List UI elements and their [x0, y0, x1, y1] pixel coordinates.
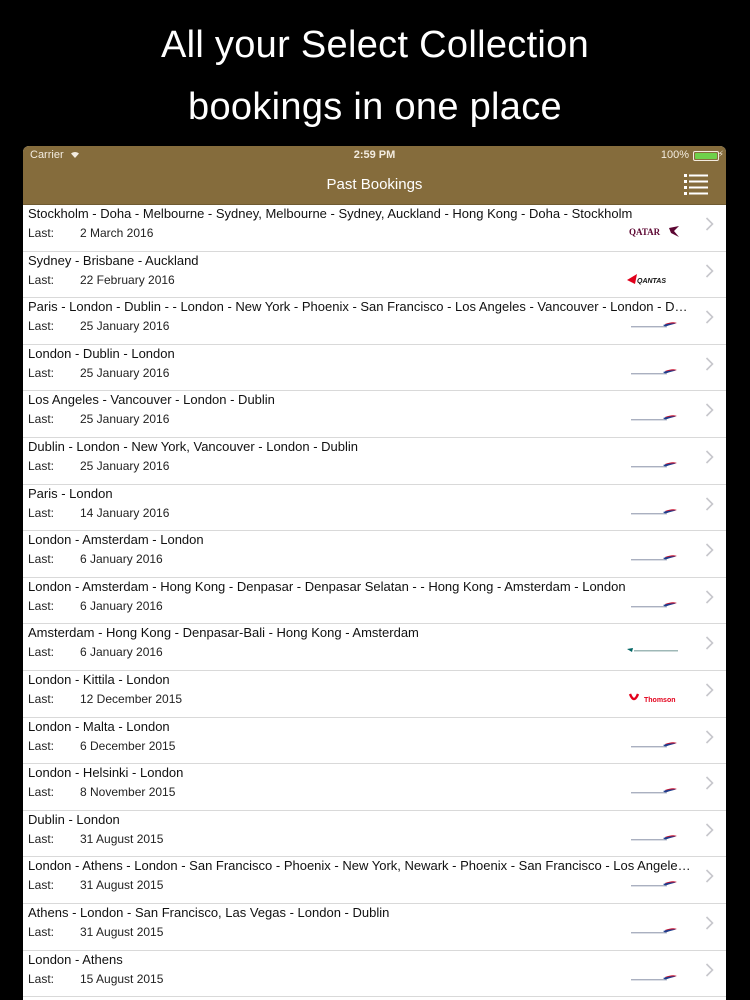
british-airways-logo-icon [627, 738, 681, 752]
booking-date: 6 January 2016 [80, 645, 163, 660]
page-title: Past Bookings [326, 176, 423, 193]
status-bar [23, 146, 726, 165]
booking-row[interactable] [23, 252, 726, 299]
carrier-text: Carrier [30, 149, 64, 161]
british-airways-logo-icon [627, 551, 681, 565]
booking-last-date [28, 273, 175, 287]
british-airways-logo-icon [627, 458, 681, 472]
booking-row[interactable] [23, 485, 726, 532]
booking-route: Paris - London [28, 485, 113, 501]
booking-route: Sydney - Brisbane - Auckland [28, 252, 199, 268]
promo-headline-line2: bookings in one place [188, 86, 562, 128]
qatar-logo-icon [627, 225, 681, 239]
svg-text:Thomson: Thomson [644, 696, 676, 704]
last-label: Last: [28, 645, 55, 660]
navigation-bar [23, 165, 726, 205]
chevron-right-icon [705, 310, 714, 324]
booking-date: 25 January 2016 [80, 319, 170, 334]
chevron-right-icon [705, 869, 714, 883]
booking-route: London - Athens - London - San Francisco - Phoenix - New York, Newark - Phoenix - San Francisco - Los Angele… [28, 858, 691, 874]
booking-route: Paris - London - Dublin - - London - New York - Phoenix - San Francisco - Los Angeles - Vancouver - London - D… [28, 299, 688, 315]
booking-route: London - Helsinki - London [28, 765, 184, 781]
booking-date: 31 August 2015 [80, 878, 164, 893]
british-airways-logo-icon [627, 318, 681, 332]
booking-date: 22 February 2016 [80, 272, 175, 287]
battery-percentage: 100% [660, 149, 689, 161]
booking-row[interactable] [23, 531, 726, 578]
booking-row[interactable] [23, 857, 726, 904]
booking-last-date [28, 645, 163, 659]
chevron-right-icon [705, 963, 714, 977]
booking-route: London - Kittila - London [28, 671, 170, 687]
booking-row[interactable] [23, 391, 726, 438]
booking-route: London - Amsterdam - Hong Kong - Denpasar - Denpasar Selatan - - Hong Kong - Amsterdam - London [28, 578, 626, 594]
last-label: Last: [28, 971, 55, 986]
booking-row[interactable] [23, 578, 726, 625]
british-airways-logo-icon [627, 505, 681, 519]
booking-row[interactable] [23, 671, 726, 718]
british-airways-logo-icon [627, 831, 681, 845]
last-label: Last: [28, 738, 55, 753]
booking-row[interactable] [23, 718, 726, 765]
qantas-logo-icon [627, 272, 681, 286]
chevron-right-icon [705, 636, 714, 650]
status-time: 2:59 PM [353, 149, 396, 161]
booking-last-date [28, 878, 163, 892]
last-label: Last: [28, 319, 55, 334]
booking-last-date [28, 739, 175, 753]
chevron-right-icon [705, 543, 714, 557]
booking-row[interactable] [23, 951, 726, 998]
booking-last-date [28, 459, 169, 473]
last-label: Last: [28, 226, 55, 240]
last-label: Last: [28, 552, 55, 567]
booking-last-date [28, 506, 169, 520]
booking-route: Athens - London - San Francisco, Las Vegas - London - Dublin [28, 904, 390, 920]
last-label: Last: [28, 272, 55, 287]
booking-date: 6 January 2016 [80, 598, 163, 613]
booking-row[interactable] [23, 298, 726, 345]
booking-date: 2 March 2016 [80, 226, 154, 240]
battery-icon: ⚡ [693, 151, 719, 161]
booking-row[interactable] [23, 764, 726, 811]
chevron-right-icon [705, 264, 714, 278]
last-label: Last: [28, 878, 55, 893]
booking-row[interactable] [23, 438, 726, 485]
booking-date: 25 January 2016 [80, 458, 170, 473]
chevron-right-icon [705, 450, 714, 464]
chevron-right-icon [705, 730, 714, 744]
booking-row[interactable] [23, 904, 726, 951]
british-airways-logo-icon [627, 598, 681, 612]
british-airways-logo-icon [627, 365, 681, 379]
svg-text:QANTAS: QANTAS [637, 277, 667, 285]
chevron-right-icon [705, 916, 714, 930]
last-label: Last: [28, 831, 55, 846]
booking-date: 31 August 2015 [80, 831, 164, 846]
booking-date: 8 November 2015 [80, 785, 176, 800]
booking-last-date [28, 412, 169, 426]
booking-date: 6 December 2015 [80, 738, 176, 753]
last-label: Last: [28, 412, 55, 427]
booking-last-date [28, 599, 163, 613]
booking-route: London - Malta - London [28, 718, 170, 734]
booking-route: Dublin - London - New York, Vancouver - London - Dublin [28, 438, 359, 454]
booking-last-date [28, 785, 175, 799]
thomson-logo-icon [627, 691, 681, 705]
booking-route: Stockholm - Doha - Melbourne - Sydney, Melbourne - Sydney, Auckland - Hong Kong - Doha - Stockholm [28, 206, 633, 221]
booking-last-date [28, 925, 163, 939]
chevron-right-icon [705, 776, 714, 790]
booking-route: London - Dublin - London [28, 345, 175, 361]
booking-date: 31 August 2015 [80, 924, 164, 939]
british-airways-logo-icon [627, 971, 681, 985]
chevron-right-icon [705, 357, 714, 371]
booking-date: 25 January 2016 [80, 412, 170, 427]
last-label: Last: [28, 505, 55, 520]
last-label: Last: [28, 785, 55, 800]
app-screen [23, 146, 726, 1000]
chevron-right-icon [705, 683, 714, 697]
last-label: Last: [28, 458, 55, 473]
booking-row[interactable] [23, 624, 726, 671]
chevron-right-icon [705, 217, 714, 231]
booking-last-date [28, 972, 163, 986]
booking-last-date [28, 226, 153, 240]
british-airways-logo-icon [627, 784, 681, 798]
british-airways-logo-icon [627, 877, 681, 891]
bookings-list [23, 205, 726, 997]
last-label: Last: [28, 598, 55, 613]
booking-last-date [28, 552, 163, 566]
booking-last-date [28, 832, 163, 846]
booking-row[interactable] [23, 205, 726, 252]
booking-date: 6 January 2016 [80, 552, 163, 567]
booking-route: Amsterdam - Hong Kong - Denpasar-Bali - Hong Kong - Amsterdam [28, 625, 419, 641]
booking-route: Los Angeles - Vancouver - London - Dublin [28, 392, 275, 408]
promo-headline-line1: All your Select Collection [160, 24, 590, 66]
promo-banner [0, 0, 750, 146]
chevron-right-icon [705, 497, 714, 511]
booking-date: 25 January 2016 [80, 365, 170, 380]
last-label: Last: [28, 691, 55, 706]
cathay-pacific-logo-icon [627, 644, 681, 658]
british-airways-logo-icon [627, 411, 681, 425]
booking-date: 12 December 2015 [80, 691, 183, 706]
booking-last-date [28, 319, 169, 333]
list-icon[interactable] [684, 173, 708, 195]
booking-route: Dublin - London [28, 811, 120, 827]
booking-row[interactable] [23, 811, 726, 858]
british-airways-logo-icon [627, 924, 681, 938]
booking-date: 14 January 2016 [80, 505, 170, 520]
chevron-right-icon [705, 403, 714, 417]
booking-last-date [28, 366, 169, 380]
last-label: Last: [28, 365, 55, 380]
chevron-right-icon [705, 823, 714, 837]
last-label: Last: [28, 924, 55, 939]
booking-last-date [28, 692, 182, 706]
booking-row[interactable] [23, 345, 726, 392]
svg-text:QATAR: QATAR [629, 227, 661, 237]
booking-route: London - Athens [28, 951, 123, 967]
booking-date: 15 August 2015 [80, 971, 164, 986]
chevron-right-icon [705, 590, 714, 604]
booking-route: London - Amsterdam - London [28, 532, 204, 548]
